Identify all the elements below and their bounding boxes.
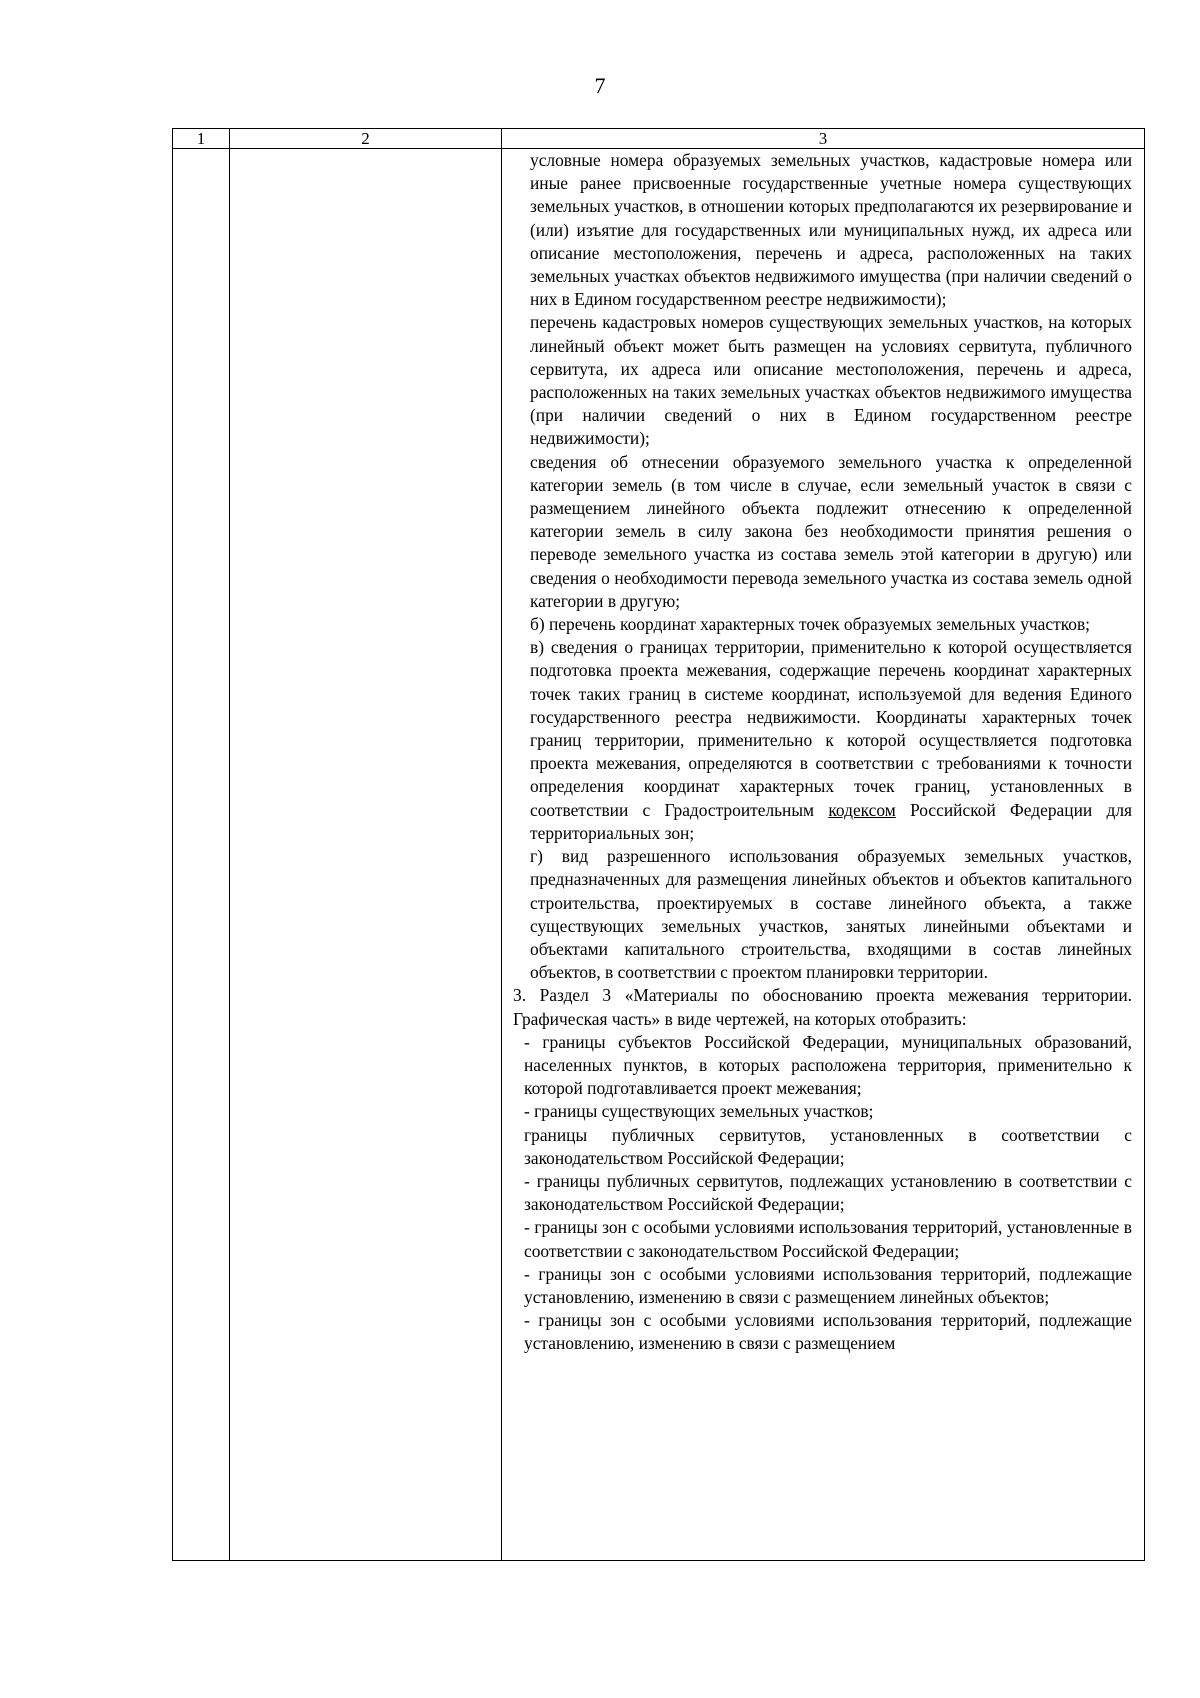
list-item: - границы существующих земельных участков; xyxy=(524,1101,874,1122)
column-number-3: 3 xyxy=(502,129,1145,149)
requirements-table xyxy=(172,128,1145,1561)
table-header-row xyxy=(173,129,1145,149)
paragraph-land-category: сведения об отнесении образуемого земельного участка к определенной категории земель (в том числе в случае, если земельный участок в связи с размещением линейного объекта подлежит отнесению к определенной категории земель в силу закона без необходимости принятия решения о переводе земельного участка из состава земель этой категории в другую) или сведения о необходимости перевода земельного участка из состава земель одной категории в другую; xyxy=(530,451,1132,611)
paragraph-item-b: б) перечень координат характерных точек образуемых земельных участков; xyxy=(530,614,1091,635)
list-item: - границы публичных сервитутов, подлежащих установлению в соответствии с законодательством Российской Федерации; xyxy=(524,1170,1132,1215)
list-item: - границы зон с особыми условиями использования территорий, подлежащие установлению, изменению в связи с размещением линейных объектов; xyxy=(524,1263,1132,1307)
column-number-1: 1 xyxy=(173,129,230,149)
list-item: - границы зон с особыми условиями использования территорий, установленные в соответствии с законодательством Российской Федерации; xyxy=(524,1217,1132,1261)
paragraph-item-g: г) вид разрешенного использования образуемых земельных участков, предназначенных для размещения линейных объектов и объектов капитального строительства, проектируемых в составе линейного объекта, а также существующих земельных участков, занятых линейными объектами и объектами капитального строительства, входящими в состав линейных объектов, в соответствии с проектом планировки территории. xyxy=(530,846,1132,983)
list-item: границы публичных сервитутов, установленных в соответствии с законодательством Российской Федерации; xyxy=(524,1124,1132,1168)
paragraph-item-v-tail: Российской Федерации для территориальных зон; xyxy=(530,799,1132,843)
list-item: - границы субъектов Российской Федерации, муниципальных образований, населенных пунктов, в которых расположена территория, применительно к которой подготавливается проект межевания; xyxy=(524,1031,1132,1099)
list-item: - границы зон с особыми условиями использования территорий, подлежащие установлению, изменению в связи с размещением xyxy=(524,1310,1132,1354)
code-link[interactable]: кодексом xyxy=(828,799,896,820)
cell-col-2 xyxy=(230,149,502,1561)
paragraph-item-v xyxy=(513,636,1132,845)
paragraph-land-plot-numbers: условные номера образуемых земельных участков, кадастровые номера или иные ранее присвоенные государственные учетные номера существующих земельных участков, в отношении которых предполагаются их резервирование и (или) изъятие для государственных или муниципальных нужд, их адреса или описание местоположения, перечень и адреса, расположенных на таких земельных участках объектов недвижимого имущества (при наличии сведений о них в Едином государственном реестре недвижимости); xyxy=(530,150,1132,310)
cell-col-1 xyxy=(173,149,230,1561)
column-number-2: 2 xyxy=(230,129,502,149)
table-row xyxy=(173,149,1145,1561)
paragraph-item-v-text: в) сведения о границах территории, применительно к которой осуществляется подготовка проекта межевания, содержащие перечень координат характерных точек таких границ в системе координат, используемой для ведения Единого государственного реестра недвижимости. Координаты характерных точек границ территории, применительно к которой осуществляется подготовка проекта межевания, определяются в соответствии с требованиями к точности определения координат характерных точек границ, установленных в соответствии с Градостроительным xyxy=(530,637,1132,820)
cell-col-3 xyxy=(502,149,1145,1561)
paragraph-servitude-cadastral-list: перечень кадастровых номеров существующих земельных участков, на которых линейный объект может быть размещен на условиях сервитута, публичного сервитута, их адреса или описание местоположения, перечень и адреса, расположенных на таких земельных участках объектов недвижимого имущества (при наличии сведений о них в Едином государственном реестре недвижимости); xyxy=(530,312,1132,449)
paragraph-section-3: 3. Раздел 3 «Материалы по обоснованию проекта межевания территории. Графическая часть» в виде чертежей, на которых отобразить: xyxy=(513,985,1132,1029)
page-number: 7 xyxy=(594,73,606,98)
